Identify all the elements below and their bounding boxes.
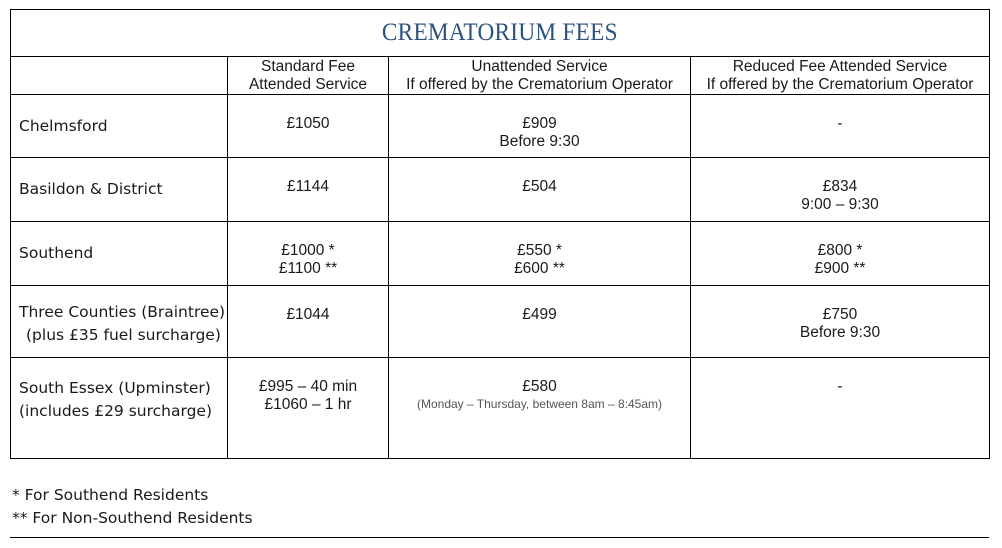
cell-value: £504 — [522, 178, 557, 195]
cell-note: Before 9:30 — [799, 324, 881, 341]
header-unattended-line1: Unattended Service — [471, 57, 608, 75]
cell-reduced — [691, 222, 990, 286]
cell-note: 9:00 – 9:30 — [801, 196, 879, 213]
table-row — [11, 358, 990, 459]
row-label-text: Three Counties (Braintree) — [19, 302, 226, 321]
cell-unattended — [389, 158, 691, 222]
cell-value: £1044 — [286, 306, 330, 323]
bottom-divider — [10, 537, 989, 538]
row-label-three-counties — [11, 286, 228, 358]
header-empty — [11, 57, 228, 95]
header-standard-line1: Standard Fee — [261, 57, 355, 75]
cell-value: - — [837, 115, 843, 132]
header-unattended — [389, 57, 691, 95]
row-label-chelmsford — [11, 95, 228, 158]
header-unattended-line2: If offered by the Crematorium Operator — [406, 75, 673, 93]
header-reduced-line2: If offered by the Crematorium Operator — [706, 75, 974, 93]
cell-value: £900 ** — [814, 260, 866, 277]
cell-standard — [228, 286, 389, 358]
row-label-subtext: (plus £35 fuel surcharge) — [26, 325, 221, 344]
cell-value: - — [837, 378, 843, 395]
cell-value: £550 * — [517, 242, 562, 259]
footnote-southend-residents: * For Southend Residents — [12, 486, 209, 504]
row-label-subtext: (includes £29 surcharge) — [19, 402, 213, 420]
cell-value: £600 ** — [514, 260, 565, 277]
cell-value: £834 — [822, 178, 858, 195]
cell-value: £580 — [522, 378, 557, 395]
footnotes — [12, 484, 253, 530]
header-reduced — [691, 57, 990, 95]
cell-standard — [228, 358, 389, 459]
row-label-text: South Essex (Upminster) — [19, 379, 211, 397]
cell-reduced — [691, 95, 990, 158]
footnote-non-southend-residents: ** For Non-Southend Residents — [12, 509, 253, 527]
table-title-cell — [11, 10, 990, 57]
cell-standard — [228, 222, 389, 286]
header-row — [11, 57, 990, 95]
row-label-text: Basildon & District — [19, 180, 163, 198]
cell-reduced — [691, 358, 990, 459]
cell-value: £1050 — [286, 115, 330, 132]
cell-standard — [228, 95, 389, 158]
row-label-southend — [11, 222, 228, 286]
table-row — [11, 222, 990, 286]
header-standard-line2: Attended Service — [248, 75, 368, 93]
cell-unattended — [389, 222, 691, 286]
table-row — [11, 95, 990, 158]
header-reduced-line1: Reduced Fee Attended Service — [732, 57, 948, 75]
cell-unattended — [389, 358, 691, 459]
cell-reduced — [691, 286, 990, 358]
cell-value: £800 * — [817, 242, 863, 259]
table-title: CREMATORIUM FEES — [382, 19, 618, 46]
cell-reduced — [691, 158, 990, 222]
header-standard-fee — [228, 57, 389, 95]
row-label-south-essex — [11, 358, 228, 459]
cell-value: £1060 – 1 hr — [264, 396, 352, 413]
row-label-text: Chelmsford — [19, 116, 108, 135]
cell-standard — [228, 158, 389, 222]
cell-note: Before 9:30 — [499, 133, 580, 150]
table-row — [11, 286, 990, 358]
crematorium-fees-table — [10, 9, 990, 459]
cell-value: £1144 — [287, 178, 329, 195]
cell-value: £499 — [522, 306, 557, 323]
cell-unattended — [389, 95, 691, 158]
cell-value: £1100 ** — [278, 260, 338, 277]
table-row — [11, 158, 990, 222]
cell-note: (Monday – Thursday, between 8am – 8:45am) — [416, 397, 663, 411]
row-label-basildon — [11, 158, 228, 222]
cell-value: £995 – 40 min — [258, 378, 358, 395]
cell-value: £1000 * — [281, 242, 335, 259]
cell-value: £750 — [822, 306, 858, 323]
cell-unattended — [389, 286, 691, 358]
row-label-text: Southend — [19, 244, 94, 262]
cell-value: £909 — [522, 115, 557, 132]
